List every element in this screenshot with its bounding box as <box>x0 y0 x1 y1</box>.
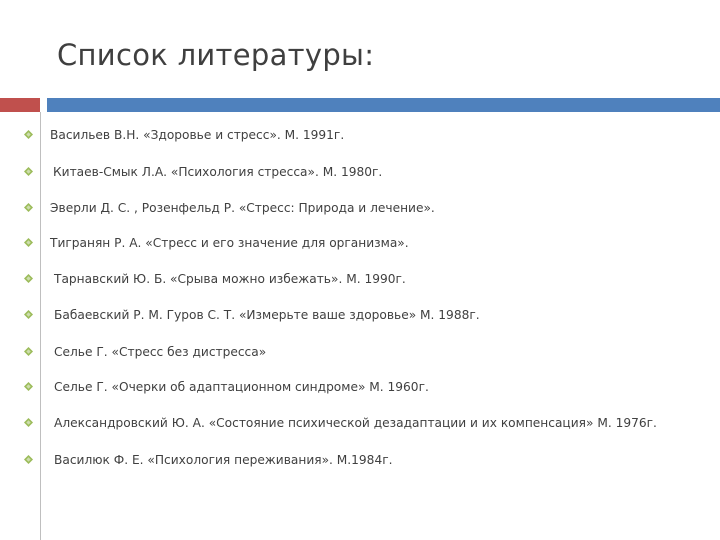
reference-text: Александровский Ю. А. «Состояние психической дезадаптации и их компенсация» М. 1976г. <box>54 416 657 430</box>
reference-text: Селье Г. «Очерки об адаптационном синдроме» М. 1960г. <box>54 380 429 394</box>
reference-text: Эверли Д. С. , Розенфельд Р. «Стресс: Природа и лечение». <box>50 201 435 215</box>
reference-text: Васильев В.Н. «Здоровье и стресс». М. 1991г. <box>50 128 345 142</box>
diamond-bullet-icon <box>24 418 33 427</box>
reference-text: Тарнавский Ю. Б. «Срыва можно избежать». М. 1990г. <box>54 272 406 286</box>
title-accent-bar <box>0 98 40 112</box>
diamond-bullet-icon <box>24 167 33 176</box>
title-underline-bar <box>47 98 720 112</box>
reference-text: Василюк Ф. Е. «Психология переживания». М.1984г. <box>54 453 393 467</box>
reference-text: Селье Г. «Стресс без дистресса» <box>54 345 267 359</box>
slide-title: Список литературы: <box>57 38 375 72</box>
diamond-bullet-icon <box>24 203 33 212</box>
diamond-bullet-icon <box>24 382 33 391</box>
reference-text: Китаев-Смык Л.А. «Психология стресса». М. 1980г. <box>53 165 383 179</box>
diamond-bullet-icon <box>24 310 33 319</box>
diamond-bullet-icon <box>24 455 33 464</box>
vertical-divider <box>40 112 41 540</box>
diamond-bullet-icon <box>24 238 33 247</box>
reference-text: Бабаевский Р. М. Гуров С. Т. «Измерьте ваше здоровье» М. 1988г. <box>54 308 480 322</box>
diamond-bullet-icon <box>24 274 33 283</box>
reference-text: Тигранян Р. А. «Стресс и его значение для организма». <box>50 236 409 250</box>
diamond-bullet-icon <box>24 130 33 139</box>
diamond-bullet-icon <box>24 347 33 356</box>
